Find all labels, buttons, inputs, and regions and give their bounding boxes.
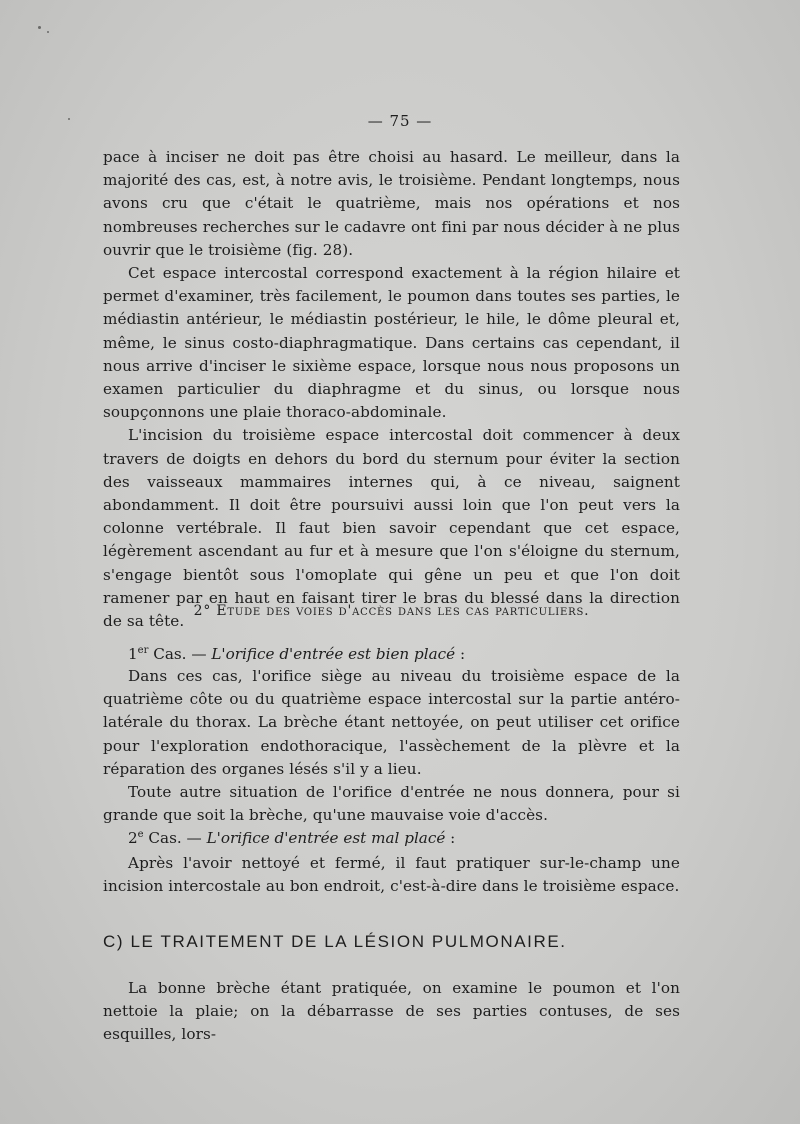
body-text-block-1 [103,146,680,633]
paragraph: La bonne brèche étant pratiquée, on examine le poumon et l'on nettoie la plaie; on la débarrasse de ses parties contuses, de ses esquilles, lors- [103,979,680,1044]
page-number: — 75 — [367,112,433,130]
case-title: L'orifice d'entrée est mal placé [206,829,446,848]
body-text-block-2 [103,665,680,827]
case-title: L'orifice d'entrée est bien placé [211,645,456,664]
case-heading-1: 1er Cas. — L'orifice d'entrée est bien placé : [128,645,466,664]
ink-speck [47,31,49,33]
paragraph: Cet espace intercostal correspond exactement à la région hilaire et permet d'examiner, très facilement, le poumon dans toutes ses parties, le médiastin antérieur, le médiastin postérieur, le hile, le dôme pleural et, même, le sinus costo-diaphragmatique. Dans certains cas cependant, il nous arrive d'inciser le sixième espace, lorsque nous nous proposons un examen particulier du diaphragme et du sinus, ou lorsque nous soupçonnons une plaie thoraco-abdominale. [103,264,680,422]
ink-speck [38,26,41,29]
body-text-block-3 [103,852,680,898]
section-heading: 2° Etude des voies d'accès dans les cas particuliers. [193,603,590,619]
chapter-heading: C) LE TRAITEMENT DE LA LÉSION PULMONAIRE. [103,932,567,951]
paragraph: Après l'avoir nettoyé et fermé, il faut pratiquer sur-le-champ une incision intercostale au bon endroit, c'est-à-dire dans le troisième espace. [103,854,680,896]
paragraph: Dans ces cas, l'orifice siège au niveau du troisième espace de la quatrième côte ou du quatrième espace intercostal sur la partie antéro-latérale du thorax. La brèche étant nettoyée, on peut utiliser cet orifice pour l'exploration endothoracique, l'assèchement de la plèvre et la réparation des organes lésés s'il y a lieu. [103,667,680,778]
body-text-block-4 [103,977,680,1047]
paragraph: Toute autre situation de l'orifice d'entrée ne nous donnera, pour si grande que soit la brèche, qu'une mauvaise voie d'accès. [103,783,680,825]
paragraph: L'incision du troisième espace intercostal doit commencer à deux travers de doigts en dehors du bord du sternum pour éviter la section des vaisseaux mammaires internes qui, à ce niveau, saignent abondamment. Il doit être poursuivi aussi loin que l'on peut vers la colonne vertébrale. Il faut bien savoir cependant que cet espace, légèrement ascendant au fur et à mesure que l'on s'éloigne du sternum, s'engage bientôt sous l'omoplate qui gêne un peu et que l'on doit ramener par en haut en faisant tirer le bras du blessé dans la direction de sa tête. [103,426,680,631]
paragraph: pace à inciser ne doit pas être choisi au hasard. Le meilleur, dans la majorité des cas, est, à notre avis, le troisième. Pendant longtemps, nous avons cru que c'était le quatrième, mais nos opérations et nos nombreuses recherches sur le cadavre ont fini par nous décider à ne plus ouvrir que le troisième (fig. 28). [103,148,680,259]
case-heading-2: 2e Cas. — L'orifice d'entrée est mal placé : [128,829,456,848]
